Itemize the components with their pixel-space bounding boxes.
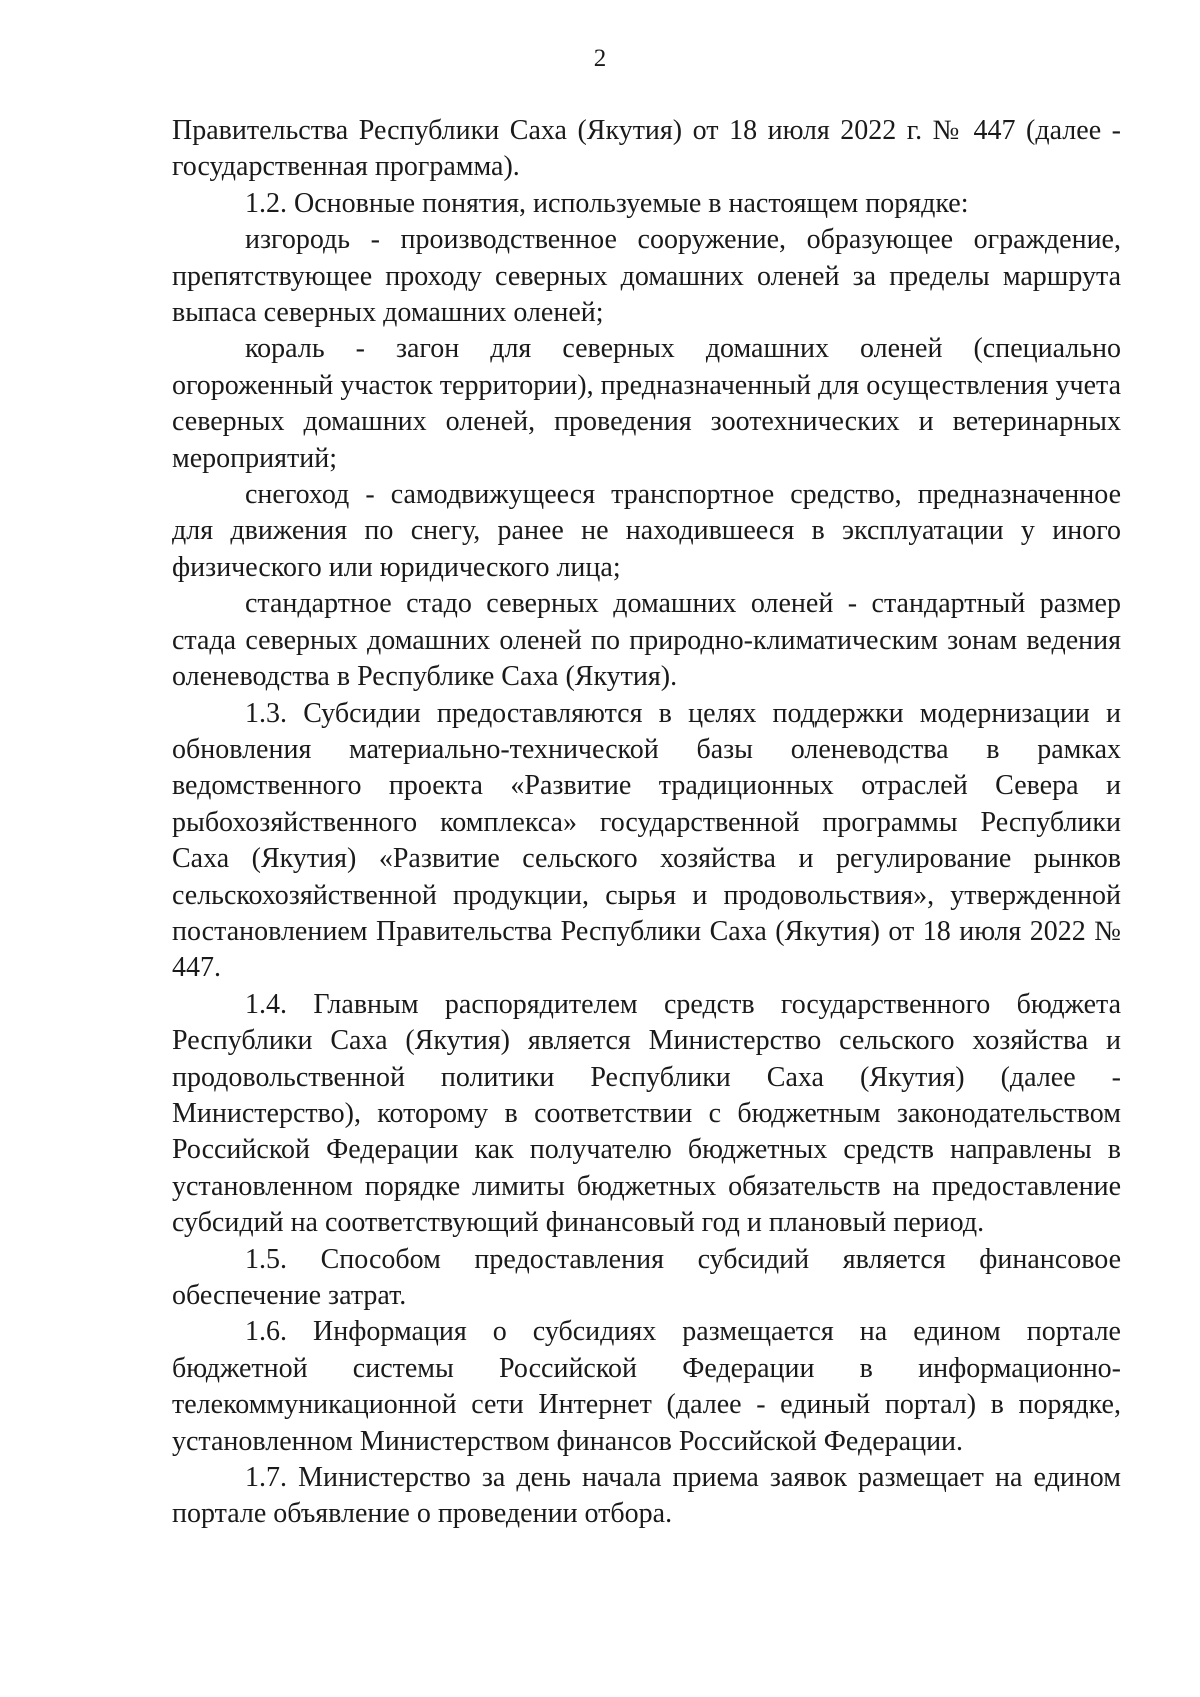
- paragraph-definition-fence: изгородь - производственное сооружение, образующее ограждение, препятствующее проходу северных домашних оленей за пределы маршрута выпаса северных домашних оленей;: [172, 224, 1121, 329]
- page-number: 2: [593, 45, 607, 72]
- paragraph-1-2-basic-terms: 1.2. Основные понятия, используемые в настоящем порядке:: [245, 187, 969, 219]
- document-body: [172, 113, 1121, 1533]
- paragraph-1-4-chief-administrator: 1.4. Главным распорядителем средств государственного бюджета Республики Саха (Якутия) является Министерство сельского хозяйства и продовольственной политики Республики Саха (Якутия) (далее - Министерство), которому в соответствии с бюджетным законодательством Российской Федерации как получателю бюджетных средств направлены в установленном порядке лимиты бюджетных обязательств на предоставление субсидий на соответствующий финансовый год и плановый период.: [172, 988, 1121, 1239]
- paragraph-1-7-selection-announcement: 1.7. Министерство за день начала приема заявок размещает на едином портале объявление о проведении отбора.: [172, 1462, 1121, 1530]
- paragraph-definition-standard-herd: стандартное стадо северных домашних оленей - стандартный размер стада северных домашних оленей по природно-климатическим зонам ведения оленеводства в Республике Саха (Якутия).: [172, 588, 1121, 693]
- paragraph-1-5-subsidy-method: 1.5. Способом предоставления субсидий является финансовое обеспечение затрат.: [172, 1243, 1121, 1311]
- paragraph-program-reference: Правительства Республики Саха (Якутия) от 18 июля 2022 г. № 447 (далее - государственная программа).: [172, 115, 1121, 183]
- paragraph-1-6-portal-information: 1.6. Информация о субсидиях размещается на едином портале бюджетной системы Российской Федерации в информационно-телекоммуникационной сети Интернет (далее - единый портал) в порядке, установленном Министерством финансов Российской Федерации.: [172, 1316, 1121, 1457]
- paragraph-definition-snowmobile: снегоход - самодвижущееся транспортное средство, предназначенное для движения по снегу, ранее не находившееся в эксплуатации у иного физического или юридического лица;: [172, 479, 1121, 583]
- paragraph-1-3-subsidy-purpose: 1.3. Субсидии предоставляются в целях поддержки модернизации и обновления материально-технической базы оленеводства в рамках ведомственного проекта «Развитие традиционных отраслей Севера и рыбохозяйственного комплекса» государственной программы Республики Саха (Якутия) «Развитие сельского хозяйства и регулирование рынков сельскохозяйственной продукции, сырья и продовольствия», утвержденной постановлением Правительства Республики Саха (Якутия) от 18 июля 2022 № 447.: [172, 697, 1121, 984]
- paragraph-definition-corral: кораль - загон для северных домашних оленей (специально огороженный участок территории), предназначенный для осуществления учета северных домашних оленей, проведения зоотехнических и ветеринарных мероприятий;: [172, 333, 1121, 474]
